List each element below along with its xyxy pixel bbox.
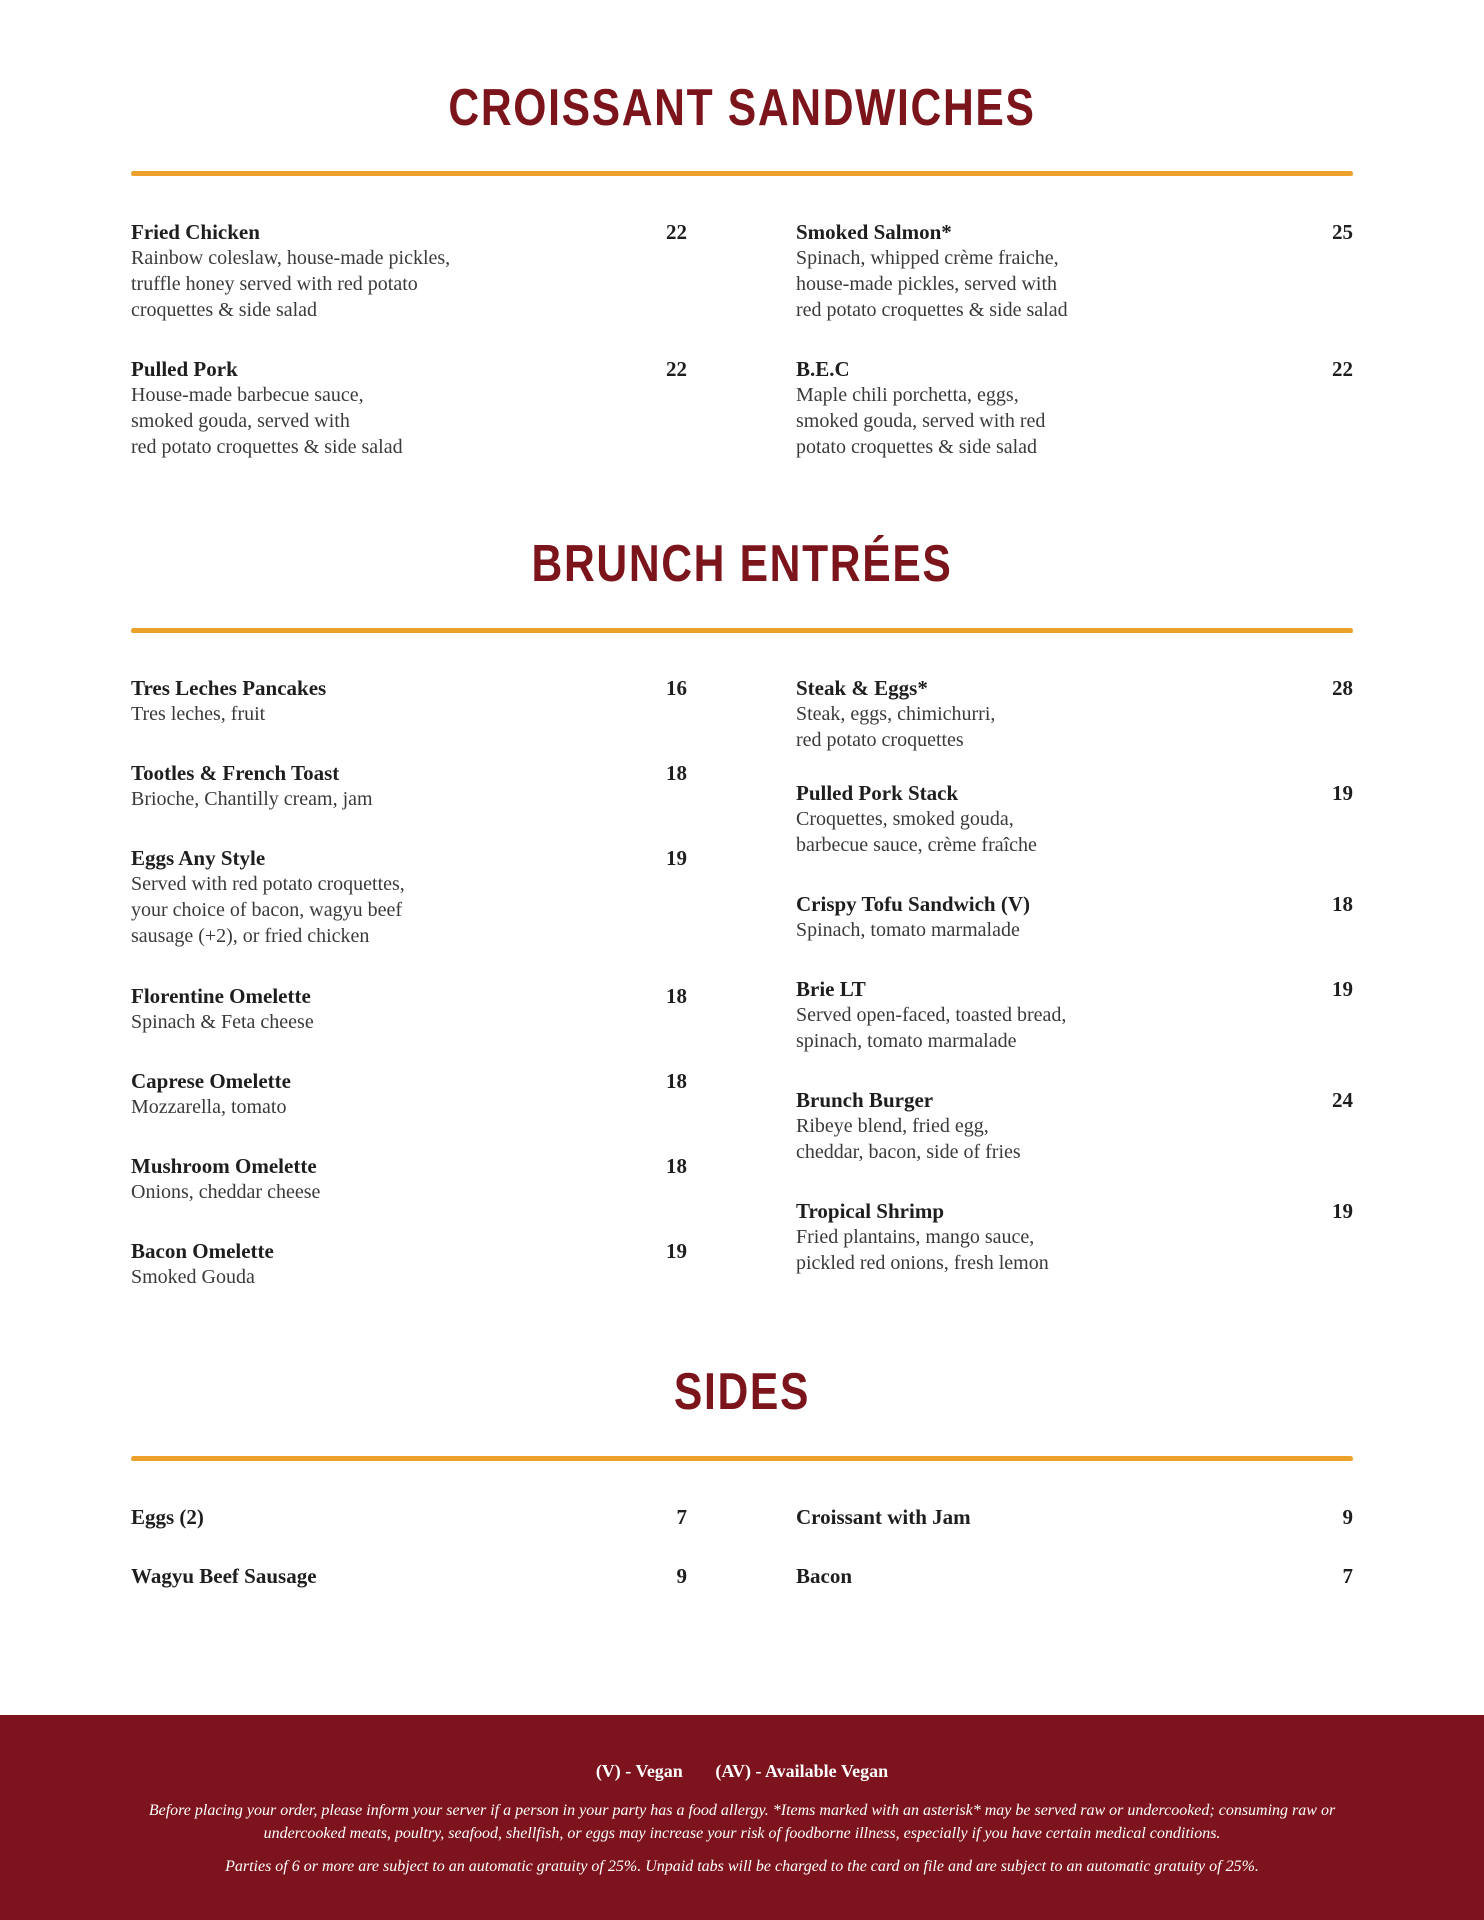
item-name: Eggs (2) bbox=[131, 1505, 204, 1529]
menu-item bbox=[796, 219, 1353, 323]
item-name: Tropical Shrimp bbox=[796, 1199, 944, 1223]
allergy-notice: Before placing your order, please inform your server if a person in your party has a food allergy. *Items marked with an asterisk* may be served raw or undercooked; consuming raw or undercooked meats, poultry, seafood, shellfish, or eggs may increase your risk of foodborne illness, especially if you have certain medical conditions. bbox=[148, 1802, 1336, 1842]
item-name: Bacon Omelette bbox=[131, 1239, 274, 1263]
item-name: B.E.C bbox=[796, 357, 850, 381]
item-name: Pulled Pork Stack bbox=[796, 781, 959, 805]
menu-item bbox=[131, 356, 687, 460]
section-title-sides: SIDES bbox=[673, 1363, 811, 1421]
item-name: Florentine Omelette bbox=[131, 984, 311, 1008]
item-name: Steak & Eggs* bbox=[796, 676, 928, 700]
item-description: Ribeye blend, fried egg, cheddar, bacon, side of fries bbox=[796, 1115, 1021, 1163]
item-description: Served open-faced, toasted bread, spinach, tomato marmalade bbox=[796, 1004, 1067, 1052]
menu-item bbox=[131, 1153, 687, 1205]
legend-available-vegan: (AV) - Available Vegan bbox=[715, 1761, 889, 1781]
item-price: 19 bbox=[666, 1239, 687, 1263]
item-price: 24 bbox=[1332, 1088, 1353, 1112]
item-name: Pulled Pork bbox=[131, 357, 238, 381]
menu-item bbox=[796, 356, 1353, 460]
item-name: Tootles & French Toast bbox=[131, 761, 340, 785]
menu-item bbox=[796, 1087, 1353, 1165]
item-name: Croissant with Jam bbox=[796, 1505, 971, 1529]
item-name: Smoked Salmon* bbox=[796, 220, 952, 244]
item-price: 19 bbox=[1332, 781, 1353, 805]
item-description: Steak, eggs, chimichurri, red potato croquettes bbox=[796, 703, 996, 751]
item-description: Onions, cheddar cheese bbox=[131, 1181, 321, 1203]
item-price: 22 bbox=[1332, 357, 1353, 381]
item-description: Croquettes, smoked gouda, barbecue sauce, crème fraîche bbox=[796, 808, 1037, 856]
item-name: Wagyu Beef Sausage bbox=[131, 1564, 317, 1588]
menu-item bbox=[131, 1504, 687, 1530]
item-description: House-made barbecue sauce, smoked gouda, served with red potato croquettes & side salad bbox=[131, 384, 403, 458]
menu-item bbox=[131, 1563, 687, 1589]
item-description: Spinach, tomato marmalade bbox=[796, 919, 1020, 941]
item-price: 16 bbox=[666, 676, 687, 700]
item-name: Brunch Burger bbox=[796, 1088, 934, 1112]
item-name: Mushroom Omelette bbox=[131, 1154, 317, 1178]
menu-item bbox=[796, 1198, 1353, 1276]
item-price: 7 bbox=[676, 1505, 687, 1529]
item-description: Brioche, Chantilly cream, jam bbox=[131, 788, 373, 810]
item-price: 19 bbox=[666, 846, 687, 870]
menu-item bbox=[131, 760, 687, 812]
item-name: Eggs Any Style bbox=[131, 846, 266, 870]
item-name: Brie LT bbox=[796, 977, 866, 1001]
item-price: 22 bbox=[666, 357, 687, 381]
menu-item bbox=[131, 675, 687, 727]
section-title-brunch-entrees: BRUNCH ENTRÉES bbox=[531, 535, 953, 593]
menu-item bbox=[796, 780, 1353, 858]
dietary-legend bbox=[0, 1761, 1484, 1782]
item-name: Bacon bbox=[796, 1564, 853, 1588]
item-price: 25 bbox=[1332, 220, 1353, 244]
item-description: Rainbow coleslaw, house-made pickles, truffle honey served with red potato croquettes & side salad bbox=[131, 247, 451, 321]
menu-item bbox=[131, 219, 687, 323]
item-price: 18 bbox=[666, 1154, 687, 1178]
item-name: Caprese Omelette bbox=[131, 1069, 291, 1093]
section-divider bbox=[131, 1456, 1353, 1461]
item-price: 9 bbox=[676, 1564, 687, 1588]
menu-item bbox=[796, 675, 1353, 753]
footer-banner bbox=[0, 1715, 1484, 1920]
item-price: 19 bbox=[1332, 977, 1353, 1001]
item-description: Tres leches, fruit bbox=[131, 703, 266, 725]
section-divider bbox=[131, 171, 1353, 176]
item-name: Fried Chicken bbox=[131, 220, 260, 244]
item-name: Crispy Tofu Sandwich (V) bbox=[796, 892, 1030, 916]
item-name: Tres Leches Pancakes bbox=[131, 676, 327, 700]
item-description: Mozzarella, tomato bbox=[131, 1096, 287, 1118]
section-title-croissant-sandwiches: CROISSANT SANDWICHES bbox=[448, 79, 1036, 137]
item-price: 19 bbox=[1332, 1199, 1353, 1223]
item-description: Smoked Gouda bbox=[131, 1266, 255, 1288]
item-description: Spinach & Feta cheese bbox=[131, 1011, 314, 1033]
item-price: 7 bbox=[1342, 1564, 1353, 1588]
item-description: Fried plantains, mango sauce, pickled red onions, fresh lemon bbox=[796, 1226, 1049, 1274]
menu-item bbox=[796, 976, 1353, 1054]
menu-item bbox=[796, 1504, 1353, 1530]
item-description: Maple chili porchetta, eggs, smoked gouda, served with red potato croquettes & side salad bbox=[796, 384, 1046, 458]
item-price: 22 bbox=[666, 220, 687, 244]
item-price: 18 bbox=[666, 761, 687, 785]
item-price: 18 bbox=[666, 984, 687, 1008]
menu-item bbox=[131, 1238, 687, 1290]
item-price: 18 bbox=[666, 1069, 687, 1093]
section-divider bbox=[131, 628, 1353, 633]
gratuity-notice: Parties of 6 or more are subject to an automatic gratuity of 25%. Unpaid tabs will be charged to the card on file and are subject to an automatic gratuity of 25%. bbox=[225, 1858, 1259, 1875]
menu-item bbox=[131, 1068, 687, 1120]
legend-vegan: (V) - Vegan bbox=[595, 1761, 683, 1781]
item-price: 28 bbox=[1332, 676, 1353, 700]
menu-item bbox=[796, 1563, 1353, 1589]
item-price: 18 bbox=[1332, 892, 1353, 916]
item-description: Served with red potato croquettes, your choice of bacon, wagyu beef sausage (+2), or fried chicken bbox=[131, 873, 405, 947]
item-description: Spinach, whipped crème fraiche, house-made pickles, served with red potato croquettes & side salad bbox=[796, 247, 1068, 321]
menu-item bbox=[131, 983, 687, 1035]
menu-item bbox=[796, 891, 1353, 943]
item-price: 9 bbox=[1342, 1505, 1353, 1529]
menu-item bbox=[131, 845, 687, 949]
